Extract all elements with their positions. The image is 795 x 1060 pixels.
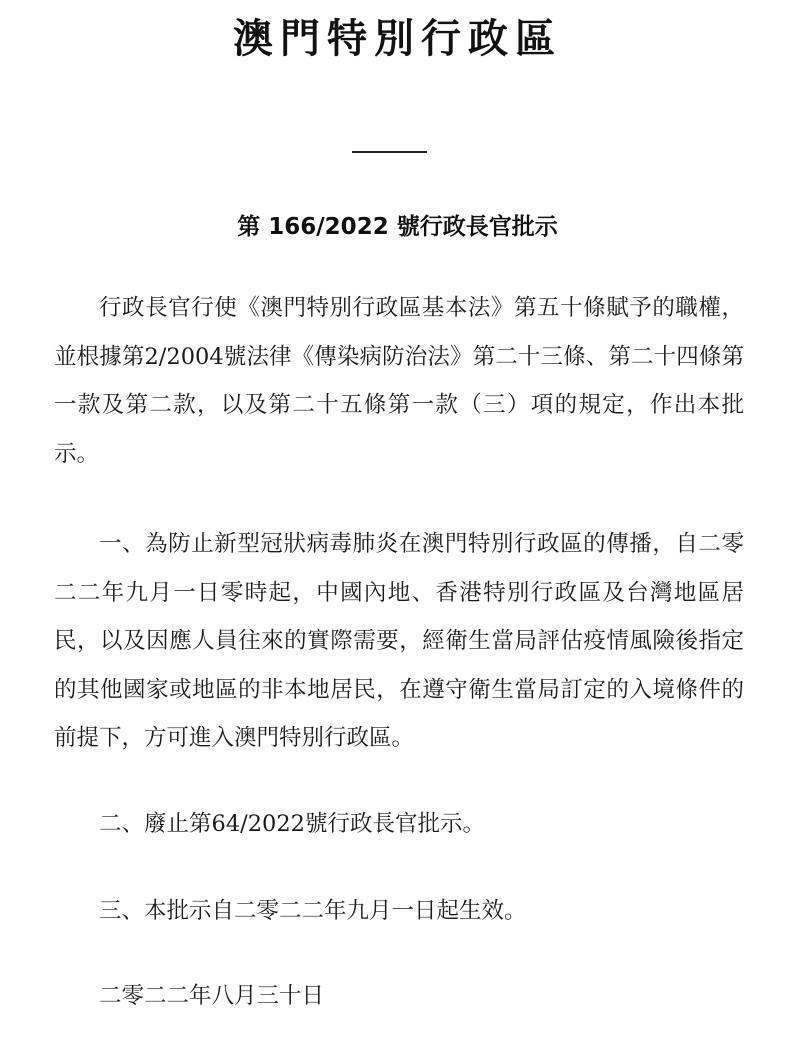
item-two-paragraph: 二、廢止第64/2022號行政長官批示。	[99, 811, 485, 837]
masthead-title: 澳門特別行政區	[233, 15, 562, 62]
item-three-paragraph: 三、本批示自二零二二年九月一日起生效。	[99, 898, 527, 924]
header-divider	[352, 151, 427, 153]
signing-date: 二零二二年八月三十日	[99, 983, 325, 1009]
document-title: 第 166/2022 號行政長官批示	[237, 214, 558, 240]
item-one-paragraph: 一、為防止新型冠狀病毒肺炎在澳門特別行政區的傳播，自二零二二年九月一日零時起，中國內地、香港特別行政區及台灣地區居民，以及因應人員往來的實際需要，經衛生當局評估疫情風險後指定的其他國家或地區的非本地居民，在遵守衛生當局訂定的入境條件的前提下，方可進入澳門特別行政區。	[54, 531, 744, 751]
intro-paragraph: 行政長官行使《澳門特別行政區基本法》第五十條賦予的職權，並根據第2/2004號法律《傳染病防治法》第二十三條、第二十四條第一款及第二款，以及第二十五條第一款（三）項的規定，作出本批示。	[54, 295, 744, 467]
